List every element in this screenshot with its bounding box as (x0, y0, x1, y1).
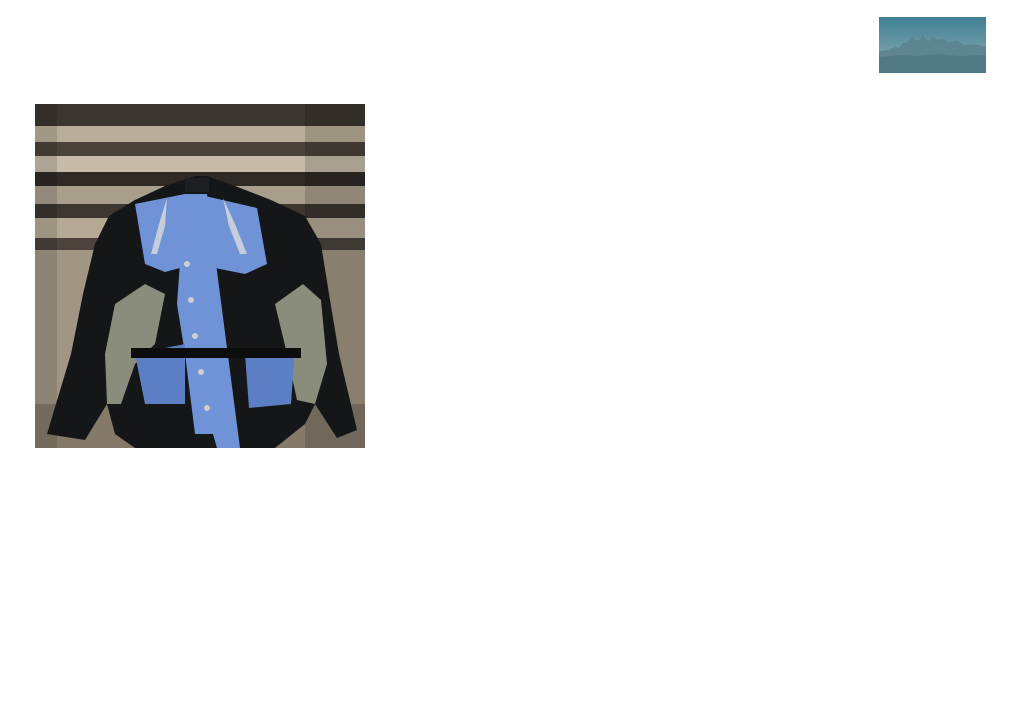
site-logo (879, 17, 986, 95)
logo-skyline-image (879, 17, 986, 73)
tear-off-cut-lines (0, 474, 1024, 725)
ad-links-row (38, 455, 988, 475)
jacket-photo (35, 104, 365, 448)
